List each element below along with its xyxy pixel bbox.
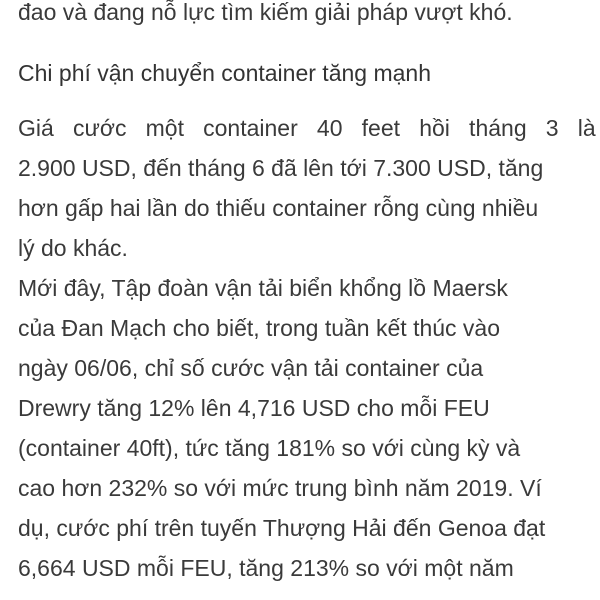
paragraph-2-line: dụ, cước phí trên tuyến Thượng Hải đến Genoa đạt [18, 515, 546, 541]
paragraph-2-line: cao hơn 232% so với mức trung bình năm 2019. Ví [18, 475, 542, 501]
article-text-line: đao và đang nỗ lực tìm kiếm giải pháp vượt khó. [18, 0, 513, 25]
paragraph-2-line: của Đan Mạch cho biết, trong tuần kết thúc vào [18, 315, 501, 341]
paragraph-2-line: (container 40ft), tức tăng 181% so với cùng kỳ và [18, 435, 521, 461]
paragraph-1-line: 2.900 USD, đến tháng 6 đã lên tới 7.300 USD, tăng [18, 155, 544, 181]
paragraph-2-line: ngày 06/06, chỉ số cước vận tải container của [18, 355, 484, 381]
paragraph-2-line: Mới đây, Tập đoàn vận tải biển khổng lồ Maersk [18, 275, 508, 301]
paragraph-1-line: hơn gấp hai lần do thiếu container rỗng cùng nhiều [18, 195, 539, 221]
paragraph-1-line: lý do khác. [18, 235, 128, 261]
paragraph-2-line: 6,664 USD mỗi FEU, tăng 213% so với một năm [18, 555, 514, 581]
paragraph-1-line: Giá cước một container 40 feet hồi tháng 3 là [18, 115, 596, 141]
paragraph-2-line: Drewry tăng 12% lên 4,716 USD cho mỗi FEU [18, 395, 490, 421]
section-heading: Chi phí vận chuyển container tăng mạnh [18, 60, 431, 86]
